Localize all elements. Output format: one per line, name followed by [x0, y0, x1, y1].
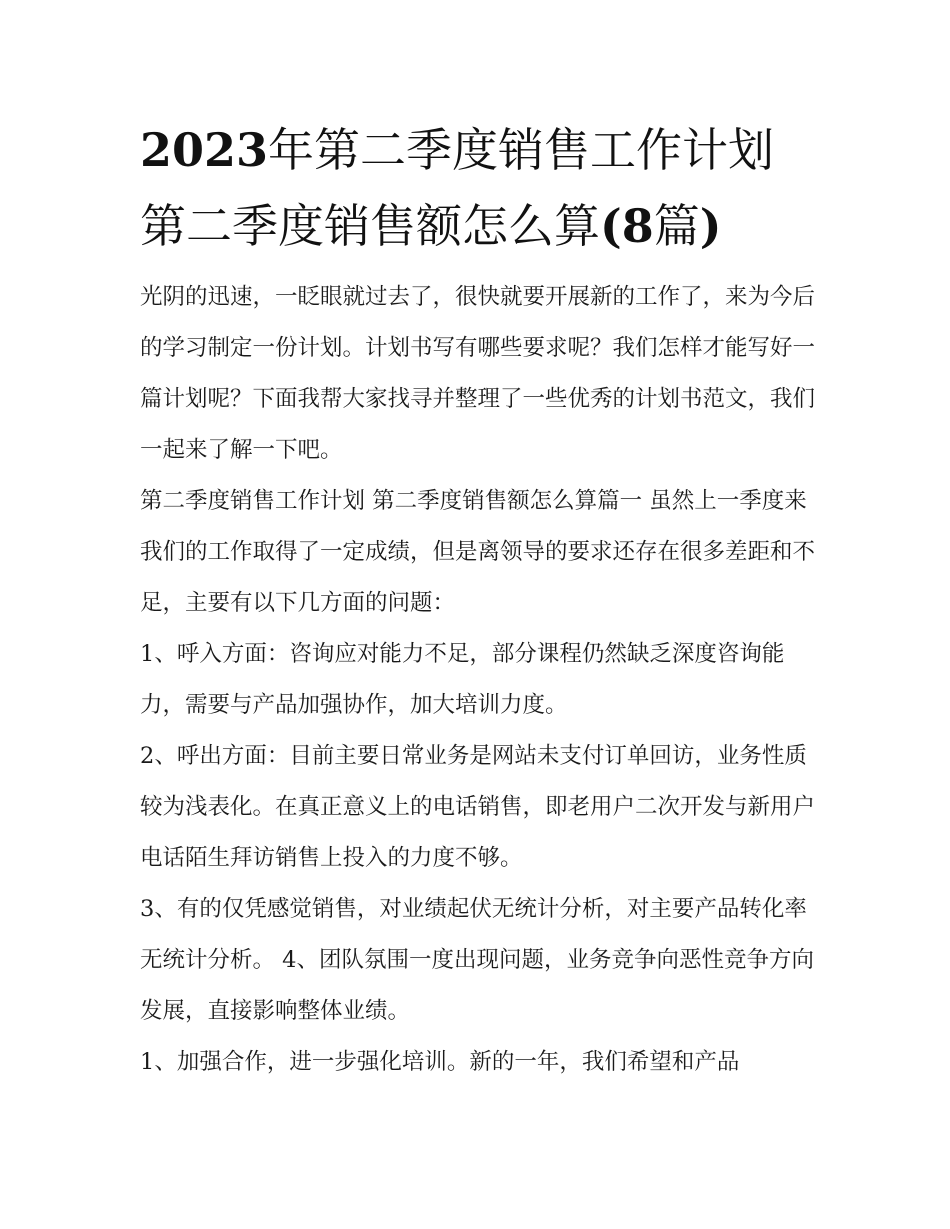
title-line1-text: 年第二季度销售工作计划: [268, 123, 775, 177]
list-item-outbound: 2、呼出方面：目前主要日常业务是网站未支付订单回访，业务性质较为浅表化。在真正意义上的电话销售，即老用户二次开发与新用户电话陌生拜访销售上投入的力度不够。: [140, 743, 816, 871]
list-item-cooperation: 1、加强合作，进一步强化培训。新的一年，我们希望和产品: [140, 1049, 740, 1075]
title-count: (8: [600, 199, 654, 253]
list-item-analysis: 3、有的仅凭感觉销售，对业绩起伏无统计分析，对主要产品转化率无统计分析。 4、团队氛围一度出现问题，业务竞争向恶性竞争方向发展，直接影响整体业绩。: [140, 896, 814, 1024]
section-paragraph: 第二季度销售工作计划 第二季度销售额怎么算篇一 虽然上一季度来我们的工作取得了一定成绩，但是离领导的要求还存在很多差距和不足，主要有以下几方面的问题：: [140, 488, 816, 616]
title-year: 2023: [140, 123, 269, 177]
intro-paragraph: 光阴的迅速，一眨眼就过去了，很快就要开展新的工作了，来为今后的学习制定一份计划。计划书写有哪些要求呢？我们怎样才能写好一篇计划呢？下面我帮大家找寻并整理了一些优秀的计划书范文，我们一起来了解一下吧。: [140, 284, 816, 463]
document-body: [140, 272, 820, 1088]
title-line2-text: 第二季度销售额怎么算: [140, 199, 600, 253]
list-item-inbound: 1、呼入方面：咨询应对能力不足，部分课程仍然缺乏深度咨询能力，需要与产品加强协作，加大培训力度。: [140, 641, 785, 718]
title-unit: 篇: [653, 199, 700, 253]
title-close-paren: ): [699, 199, 722, 253]
document-title: [140, 112, 840, 264]
